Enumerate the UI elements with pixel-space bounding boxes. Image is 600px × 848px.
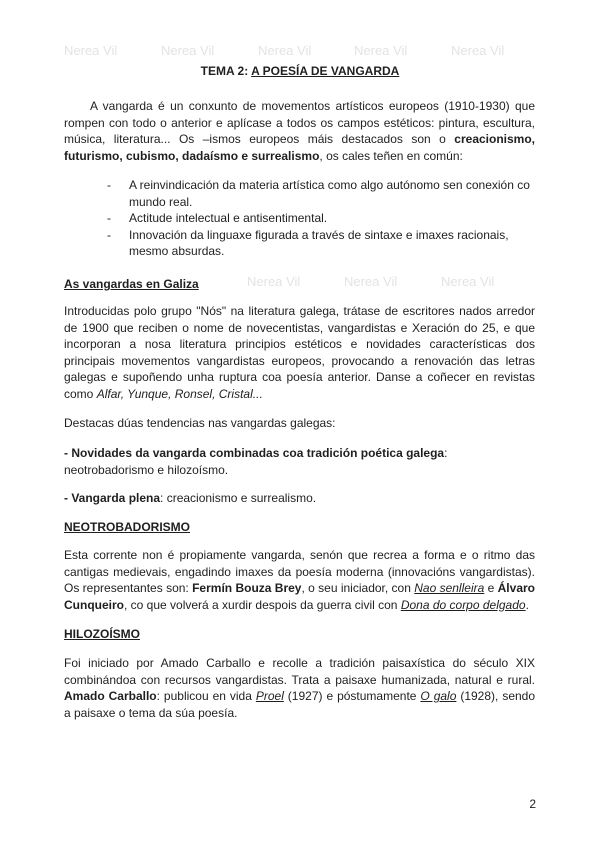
hilo-text: Foi iniciado por Amado Carballo e recolle a tradición paisaxística do século XIX combinándoa con recursos vangardistas. Trata a paisaxe humanizada, natural e rural. [64, 656, 535, 687]
watermark: Nerea Vil [258, 43, 312, 58]
work-title: Dona do corpo delgado [400, 597, 526, 612]
features-list [64, 177, 535, 260]
neo-text: , co que volverá a xurdir despois da guerra civil con [124, 597, 401, 612]
tendency-1 [64, 445, 535, 478]
intro-paragraph [64, 98, 535, 164]
hilo-heading [64, 626, 535, 643]
title-main: A POESÍA DE VANGARDA [251, 64, 400, 78]
work-title: Proel [255, 689, 284, 703]
intro-text: A vangarda é un conxunto de movementos artísticos europeos (1910-1930) que rompen con todo o anterior e aplícase a todos os campos estéticos: pintura, escultura, música, literatura... Os –ismos europeos máis destacados son o [64, 99, 535, 146]
watermark: Nerea Vil [451, 43, 505, 58]
intro-bold: creacionismo, futurismo, cubismo, dadaísmo e surrealismo [64, 132, 535, 163]
hilo-text: : publicou en vida [156, 689, 256, 703]
neo-heading [64, 519, 535, 536]
author-name: Amado Carballo [64, 689, 157, 703]
neo-text: . [525, 597, 529, 612]
neo-text: e [484, 581, 498, 595]
tendencies-text: Destacas dúas tendencias nas vangardas galegas: [64, 416, 336, 430]
list-item-text: A reinvindicación da materia artística como algo autónomo sen conexión co mundo real. [129, 178, 530, 209]
section-heading: NEOTROBADORISMO [64, 520, 190, 534]
tendency-2-text: : creacionismo e surrealismo. [160, 491, 317, 505]
watermark: Nerea Vil [64, 43, 118, 58]
neo-text: , o seu iniciador, con [301, 581, 415, 595]
watermark: Nerea Vil [354, 43, 408, 58]
tendencies-intro [64, 415, 535, 432]
galiza-text: Introducidas polo grupo "Nós" na literatura galega, trátase de escritores nados arredor de 1900 que reciben o nome de novecentistas, vangardistas e Xeración do 25, e que incorporan a nosa literatura principios estéticos e novidades características dos principais movementos vangardistas europeos, provocando a renovación das letras galegas e supoñendo unha ruptura coa poesía anterior. Danse a coñecer en revistas como [64, 304, 535, 401]
hilo-text: (1927) e póstumamente [283, 689, 421, 703]
list-item-text: Actitude intelectual e antisentimental. [129, 211, 328, 225]
bullet-marker: - [107, 211, 111, 225]
section-heading: As vangardas en Galiza [64, 277, 199, 291]
title-prefix: TEMA 2: [200, 64, 252, 78]
bullet-marker: - [107, 227, 111, 242]
author-name: Álvaro Cunqueiro [64, 581, 535, 612]
page-title [0, 64, 600, 78]
hilo-paragraph [64, 655, 535, 721]
intro-text-end: , os cales teñen en común: [319, 148, 463, 163]
work-title: O galo [420, 689, 457, 703]
author-name: Fermín Bouza Brey [192, 581, 302, 595]
galiza-paragraph [64, 303, 535, 402]
list-item [64, 210, 535, 227]
hilo-text: (1928), sendo a paisaxe o tema da súa poesía. [64, 689, 536, 720]
work-title: Nao senlleira [414, 581, 485, 595]
tendency-2 [64, 490, 535, 507]
list-item [64, 227, 535, 260]
neo-text: Esta corrente non é propiamente vangarda, senón que recrea a forma e o ritmo das cantigas medievais, engadindo imaxes da poesía moderna (innovacións vangardistas). Os representantes son: [64, 548, 535, 595]
list-item [64, 177, 535, 210]
section-heading: HILOZOÍSMO [64, 627, 140, 641]
watermark: Nerea Vil [441, 274, 495, 289]
watermark: Nerea Vil [247, 274, 301, 289]
tendency-1-text: : neotrobadorismo e hilozoísmo. [64, 446, 448, 477]
page-number: 2 [529, 797, 536, 811]
tendency-1-bold: - Novidades da vangarda combinadas coa tradición poética galega [64, 446, 445, 460]
list-item-text: Innovación da linguaxe figurada a través de sintaxe e imaxes racionais, mesmo absurdas. [129, 227, 509, 258]
bullet-marker: - [107, 178, 111, 192]
tendency-2-bold: - Vangarda plena [64, 491, 161, 505]
watermark: Nerea Vil [344, 274, 398, 289]
neo-paragraph [64, 547, 535, 613]
watermark: Nerea Vil [161, 43, 215, 58]
magazine-list: Alfar, Yunque, Ronsel, Cristal... [96, 386, 263, 401]
